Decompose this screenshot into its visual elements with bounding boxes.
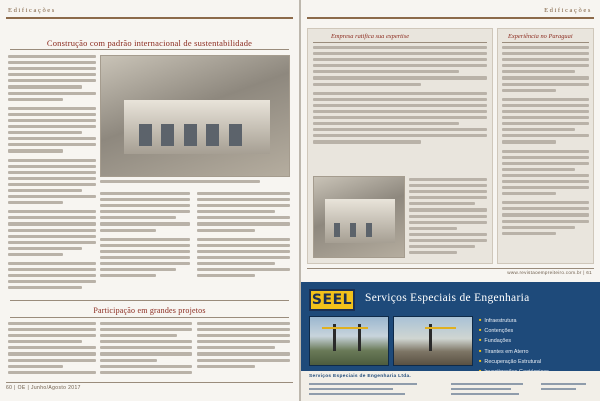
box1-photo	[313, 176, 405, 258]
ad-photo-construction	[309, 316, 389, 366]
article2-column-1	[8, 322, 96, 380]
contact-block-1	[309, 383, 429, 395]
box-title-rule	[502, 42, 589, 43]
ad-photo-drilling	[393, 316, 473, 366]
left-page	[0, 0, 299, 401]
header-rule	[6, 17, 293, 19]
ad-title: Serviços Especiais de Engenharia	[365, 292, 530, 304]
building-photo	[100, 55, 290, 177]
article2-column-2	[100, 322, 192, 380]
title-rule	[10, 300, 289, 301]
title-rule	[10, 317, 289, 318]
footer-rule	[307, 268, 594, 269]
page-footer: www.revistaoempreiteiro.com.br | 61	[507, 270, 592, 275]
article2-column-3	[197, 322, 290, 380]
seel-logo: SEEL	[309, 289, 355, 311]
title-rule	[10, 49, 289, 50]
box1-text-continued	[409, 178, 487, 260]
service-item: ■ Tirantes em Aterro	[479, 347, 549, 357]
service-item: ■ Contenções	[479, 326, 549, 336]
box-title-rule	[313, 42, 487, 43]
service-item: ■ Fundações	[479, 336, 549, 346]
article-title: Construção com padrão internacional de sustentabilidade	[46, 38, 253, 48]
box-title: Empresa ratifica sua expertise	[331, 33, 410, 40]
company-name: Serviços Especiais de Engenharia Ltda.	[309, 374, 412, 379]
article-title: Participação em grandes projetos	[93, 306, 206, 315]
seel-advertisement[interactable]	[301, 282, 600, 401]
page-footer: 60 | OE | Junho/Agosto 2017	[6, 385, 81, 391]
article-column-1	[8, 55, 96, 290]
footer-rule	[6, 382, 293, 383]
box1-text	[313, 46, 487, 174]
ad-contact-strip	[301, 371, 600, 401]
article-column-2	[100, 192, 190, 292]
section-header: Edificações	[8, 7, 56, 14]
service-item: ■ Infraestrutura	[479, 316, 549, 326]
photo-caption	[100, 180, 290, 188]
section-header: Edificações	[544, 7, 592, 14]
contact-block-2	[451, 383, 531, 395]
box-title: Experiência no Paraguai	[508, 33, 573, 40]
service-item: ■ Recuperação Estrutural	[479, 357, 549, 367]
contact-block-3	[541, 383, 591, 390]
box2-text	[502, 46, 589, 260]
header-rule	[307, 17, 594, 19]
article-column-3	[197, 192, 290, 292]
